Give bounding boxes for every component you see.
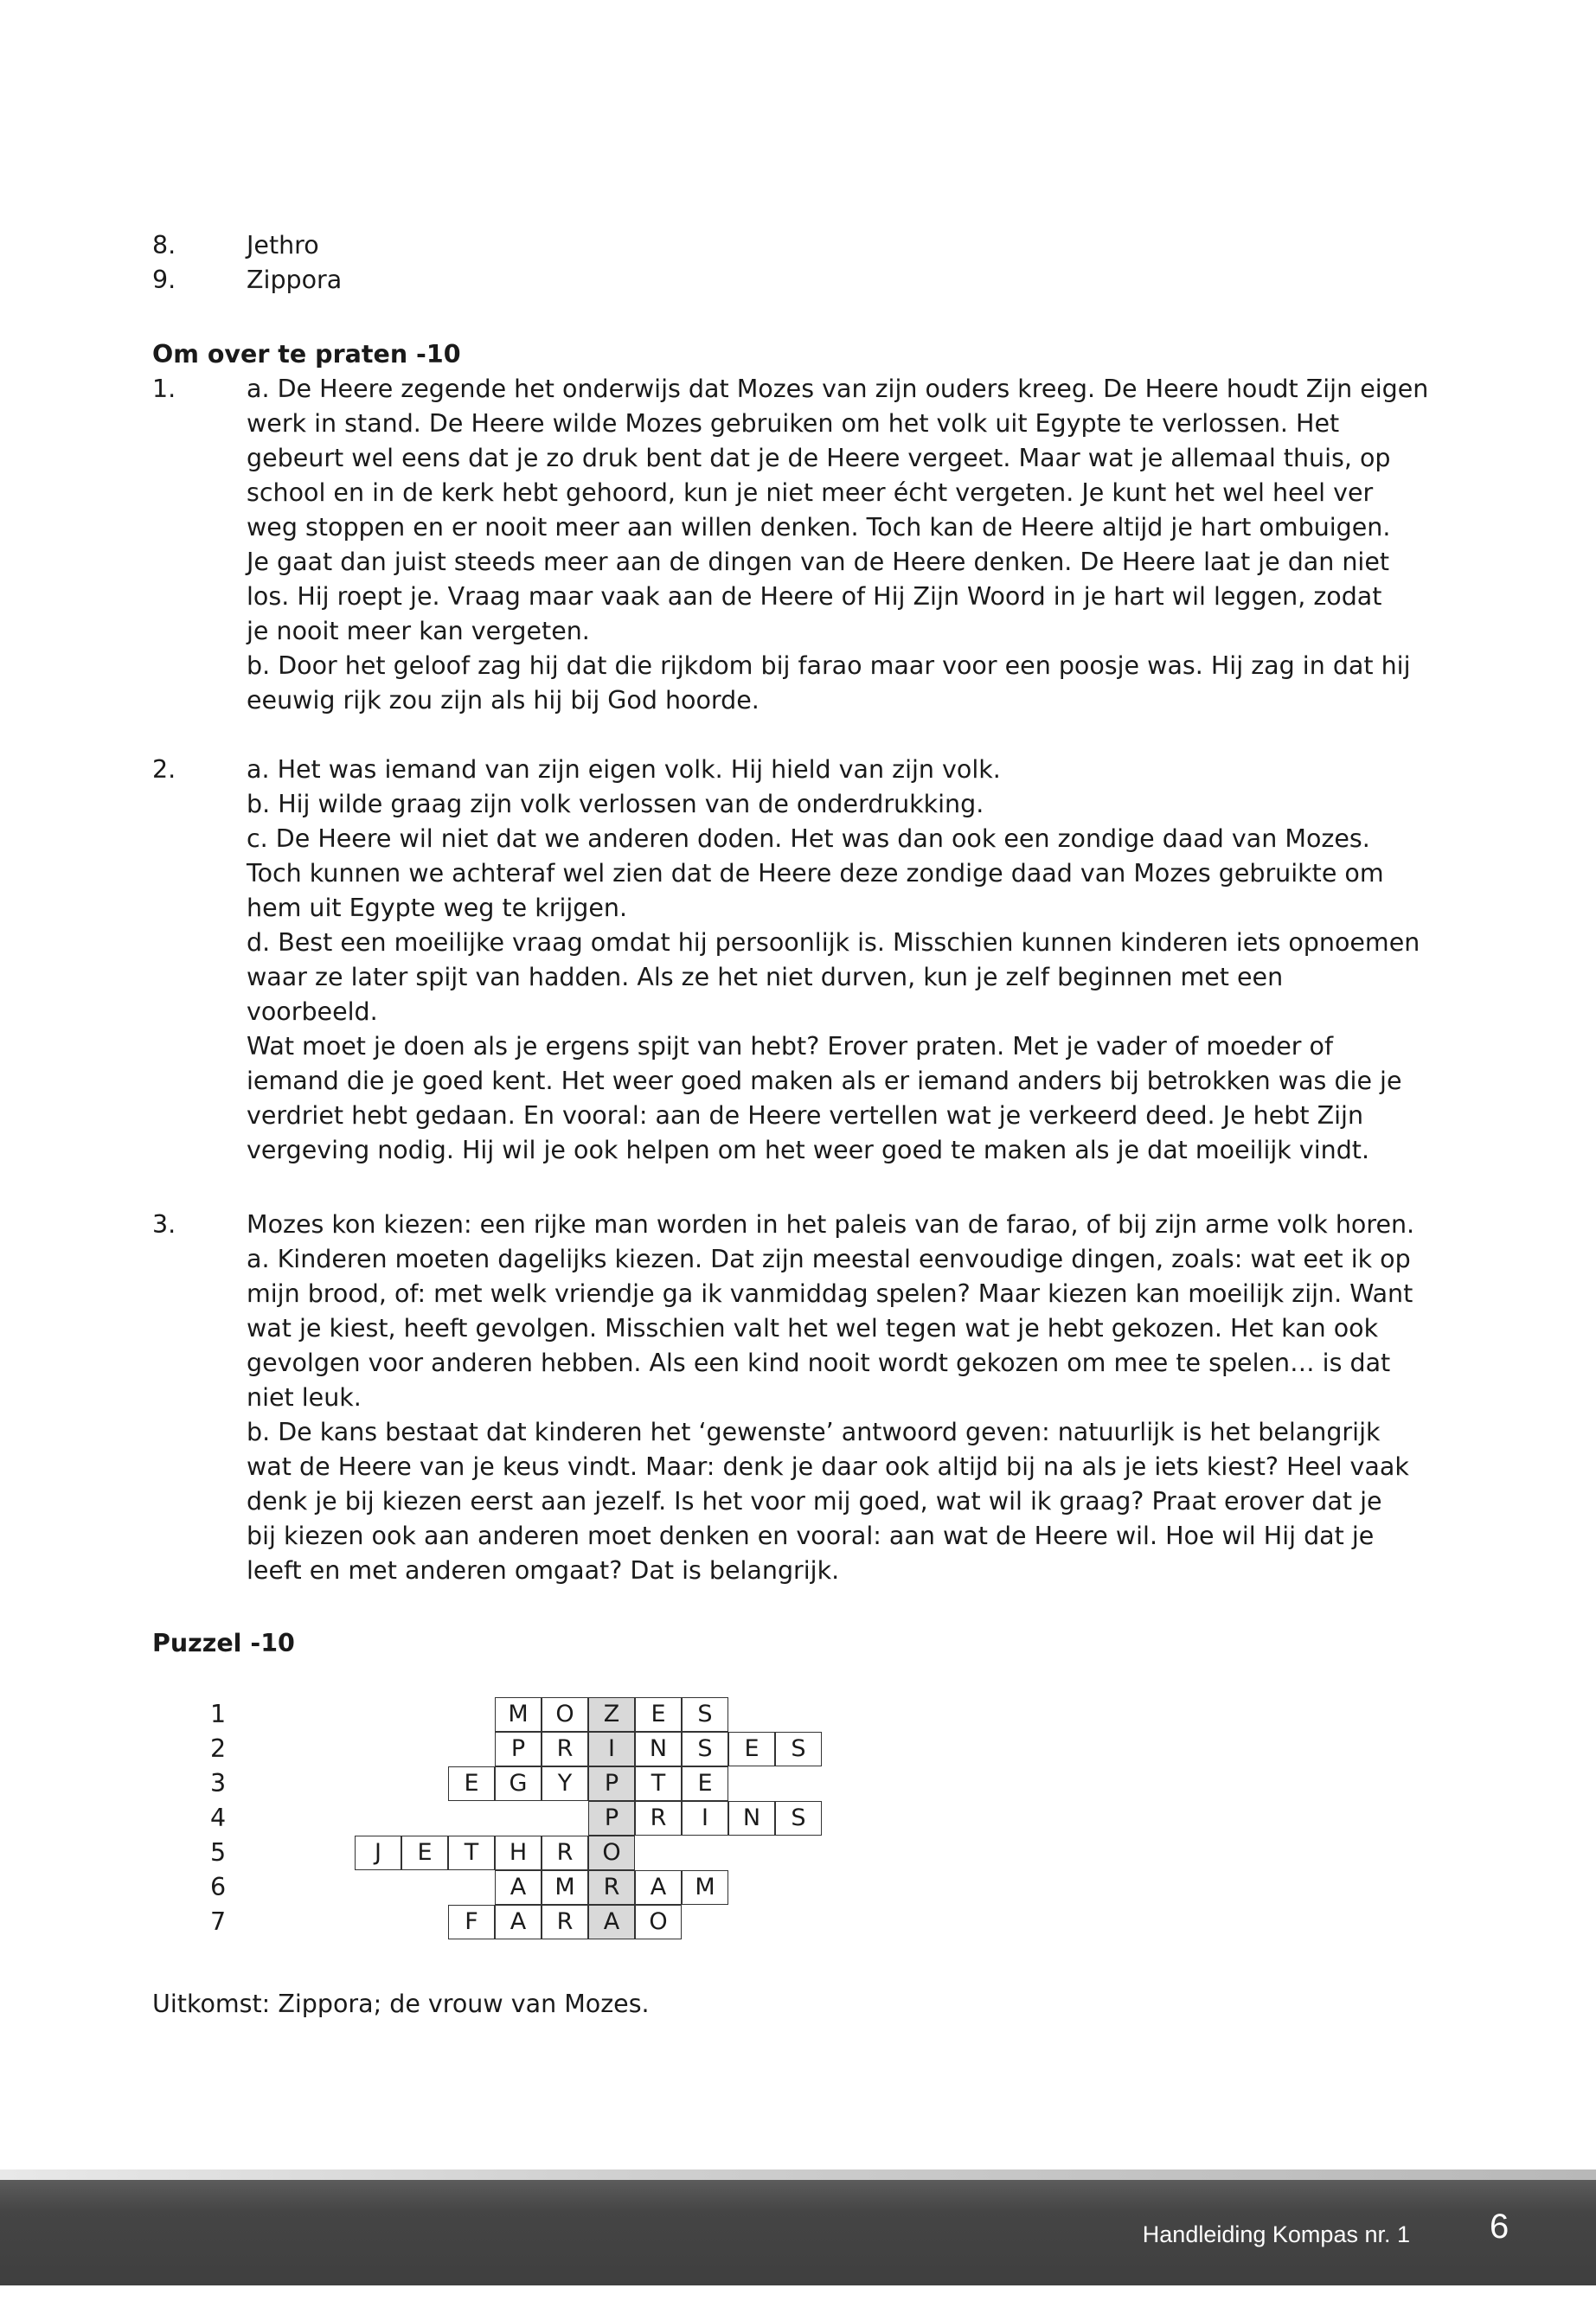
paragraph-line: a. Kinderen moeten dagelijks kiezen. Dat zijn meestal eenvoudige dingen, zoals: wat eet ik op — [247, 1245, 1411, 1273]
puzzle-cell: E — [401, 1836, 448, 1870]
puzzle-cell: P — [588, 1801, 635, 1836]
question-number: 1. — [152, 375, 176, 403]
paragraph-line: niet leuk. — [247, 1383, 362, 1412]
paragraph-line: leeft en met anderen omgaat? Dat is belangrijk. — [247, 1556, 840, 1585]
puzzle-row-number: 7 — [210, 1907, 227, 1936]
paragraph-line: a. Het was iemand van zijn eigen volk. Hij hield van zijn volk. — [247, 755, 1001, 784]
puzzle-cell: R — [588, 1870, 635, 1905]
paragraph-line: gebeurt wel eens dat je zo druk bent dat je de Heere vergeet. Maar wat je allemaal thuis, op — [247, 444, 1391, 472]
paragraph-line: Toch kunnen we achteraf wel zien dat de Heere deze zondige daad van Mozes gebruikte om — [247, 859, 1384, 888]
puzzle-cell: R — [542, 1836, 588, 1870]
paragraph-line: waar ze later spijt van hadden. Als ze het niet durven, kun je zelf beginnen met een — [247, 963, 1284, 991]
paragraph-line: bij kiezen ook aan anderen moet denken en vooral: aan wat de Heere wil. Hoe wil Hij dat je — [247, 1522, 1375, 1550]
paragraph-line: wat de Heere van je keus vindt. Maar: denk je daar ook altijd bij na als je iets kiest? Heel vaak — [247, 1452, 1409, 1481]
paragraph-line: b. Door het geloof zag hij dat die rijkdom bij farao maar voor een poosje was. Hij zag in dat hij — [247, 651, 1411, 680]
puzzle-cell: O — [635, 1905, 682, 1939]
puzzle-cell: P — [495, 1732, 542, 1766]
list-number: 8. — [152, 231, 176, 260]
puzzle-cell: E — [635, 1697, 682, 1732]
puzzle-cell: S — [775, 1732, 822, 1766]
puzzle-row-number: 6 — [210, 1873, 227, 1901]
puzzle-row-number: 3 — [210, 1769, 227, 1798]
puzzle-cell: M — [542, 1870, 588, 1905]
puzzle-cell: Z — [588, 1697, 635, 1732]
puzzle-cell: R — [542, 1732, 588, 1766]
paragraph-line: denk je bij kiezen eerst aan jezelf. Is het voor mij goed, wat wil ik graag? Praat erover dat je — [247, 1487, 1382, 1516]
paragraph-line: voorbeeld. — [247, 997, 378, 1026]
paragraph-line: b. Hij wilde graag zijn volk verlossen van de onderdrukking. — [247, 790, 984, 818]
puzzle-cell: M — [682, 1870, 728, 1905]
page-number: 6 — [1490, 2208, 1509, 2246]
paragraph-line: school en in de kerk hebt gehoord, kun je niet meer écht vergeten. Je kunt het wel heel ver — [247, 478, 1374, 507]
puzzle-cell: R — [635, 1801, 682, 1836]
paragraph-line: werk in stand. De Heere wilde Mozes gebruiken om het volk uit Egypte te verlossen. Het — [247, 409, 1340, 438]
puzzle-cell: A — [588, 1905, 635, 1939]
puzzle-result: Uitkomst: Zippora; de vrouw van Mozes. — [152, 1990, 650, 2018]
paragraph-line: hem uit Egypte weg te krijgen. — [247, 894, 628, 922]
paragraph-line: wat je kiest, heeft gevolgen. Misschien valt het wel tegen wat je hebt gekozen. Het kan ook — [247, 1314, 1379, 1343]
paragraph-line: a. De Heere zegende het onderwijs dat Mozes van zijn ouders kreeg. De Heere houdt Zijn eigen — [247, 375, 1429, 403]
puzzle-row-number: 5 — [210, 1838, 227, 1867]
puzzle-cell: N — [635, 1732, 682, 1766]
paragraph-line: Je gaat dan juist steeds meer aan de dingen van de Heere denken. De Heere laat je dan niet — [247, 548, 1390, 576]
section-heading-puzzle: Puzzel -10 — [152, 1629, 295, 1657]
paragraph-line: eeuwig rijk zou zijn als hij bij God hoorde. — [247, 686, 760, 715]
puzzle-cell: T — [448, 1836, 495, 1870]
puzzle-cell: R — [542, 1905, 588, 1939]
paragraph-line: b. De kans bestaat dat kinderen het ‘gewenste’ antwoord geven: natuurlijk is het belangrijk — [247, 1418, 1381, 1446]
paragraph-line: gevolgen voor anderen hebben. Als een kind nooit wordt gekozen om mee te spelen… is dat — [247, 1349, 1391, 1377]
question-number: 3. — [152, 1210, 176, 1239]
paragraph-line: d. Best een moeilijke vraag omdat hij persoonlijk is. Misschien kunnen kinderen iets opnoemen — [247, 928, 1420, 957]
puzzle-cell: E — [728, 1732, 775, 1766]
list-number: 9. — [152, 266, 176, 294]
paragraph-line: je nooit meer kan vergeten. — [247, 617, 590, 645]
puzzle-cell: S — [775, 1801, 822, 1836]
list-item: Zippora — [247, 266, 343, 294]
footer-title: Handleiding Kompas nr. 1 — [1142, 2221, 1410, 2247]
puzzle-cell: A — [495, 1905, 542, 1939]
puzzle-cell: E — [448, 1766, 495, 1801]
puzzle-row-number: 4 — [210, 1804, 227, 1832]
puzzle-cell: S — [682, 1732, 728, 1766]
puzzle-cell: O — [542, 1697, 588, 1732]
paragraph-line: Mozes kon kiezen: een rijke man worden in het paleis van de farao, of bij zijn arme volk horen. — [247, 1210, 1415, 1239]
puzzle-cell: P — [588, 1766, 635, 1801]
puzzle-cell: A — [495, 1870, 542, 1905]
puzzle-cell: O — [588, 1836, 635, 1870]
puzzle-cell: Y — [542, 1766, 588, 1801]
question-number: 2. — [152, 755, 176, 784]
puzzle-cell: H — [495, 1836, 542, 1870]
paragraph-line: verdriet hebt gedaan. En vooral: aan de Heere vertellen wat je verkeerd deed. Je hebt Zijn — [247, 1101, 1364, 1130]
paragraph-line: mijn brood, of: met welk vriendje ga ik vanmiddag spelen? Maar kiezen kan moeilijk zijn. Want — [247, 1279, 1413, 1308]
puzzle-cell: I — [588, 1732, 635, 1766]
puzzle-cell: M — [495, 1697, 542, 1732]
puzzle-cell: J — [355, 1836, 401, 1870]
paragraph-line: vergeving nodig. Hij wil je ook helpen om het weer goed te maken als je dat moeilijk vindt. — [247, 1136, 1370, 1164]
paragraph-line: c. De Heere wil niet dat we anderen doden. Het was dan ook een zondige daad van Mozes. — [247, 824, 1370, 853]
puzzle-cell: A — [635, 1870, 682, 1905]
puzzle-cell: E — [682, 1766, 728, 1801]
puzzle-cell: F — [448, 1905, 495, 1939]
list-item: Jethro — [247, 231, 319, 260]
puzzle-cell: I — [682, 1801, 728, 1836]
puzzle-cell: N — [728, 1801, 775, 1836]
puzzle-cell: G — [495, 1766, 542, 1801]
puzzle-row-number: 2 — [210, 1734, 227, 1763]
section-heading-discussion: Om over te praten -10 — [152, 340, 461, 369]
paragraph-line: Wat moet je doen als je ergens spijt van hebt? Erover praten. Met je vader of moeder of — [247, 1032, 1333, 1061]
puzzle-cell: T — [635, 1766, 682, 1801]
puzzle-cell: S — [682, 1697, 728, 1732]
paragraph-line: weg stoppen en er nooit meer aan willen denken. Toch kan de Heere altijd je hart ombuigen. — [247, 513, 1391, 542]
paragraph-line: iemand die je goed kent. Het weer goed maken als er iemand anders bij betrokken was die je — [247, 1067, 1402, 1095]
puzzle-row-number: 1 — [210, 1700, 227, 1728]
paragraph-line: los. Hij roept je. Vraag maar vaak aan de Heere of Hij Zijn Woord in je hart wil leggen, zodat — [247, 582, 1382, 611]
